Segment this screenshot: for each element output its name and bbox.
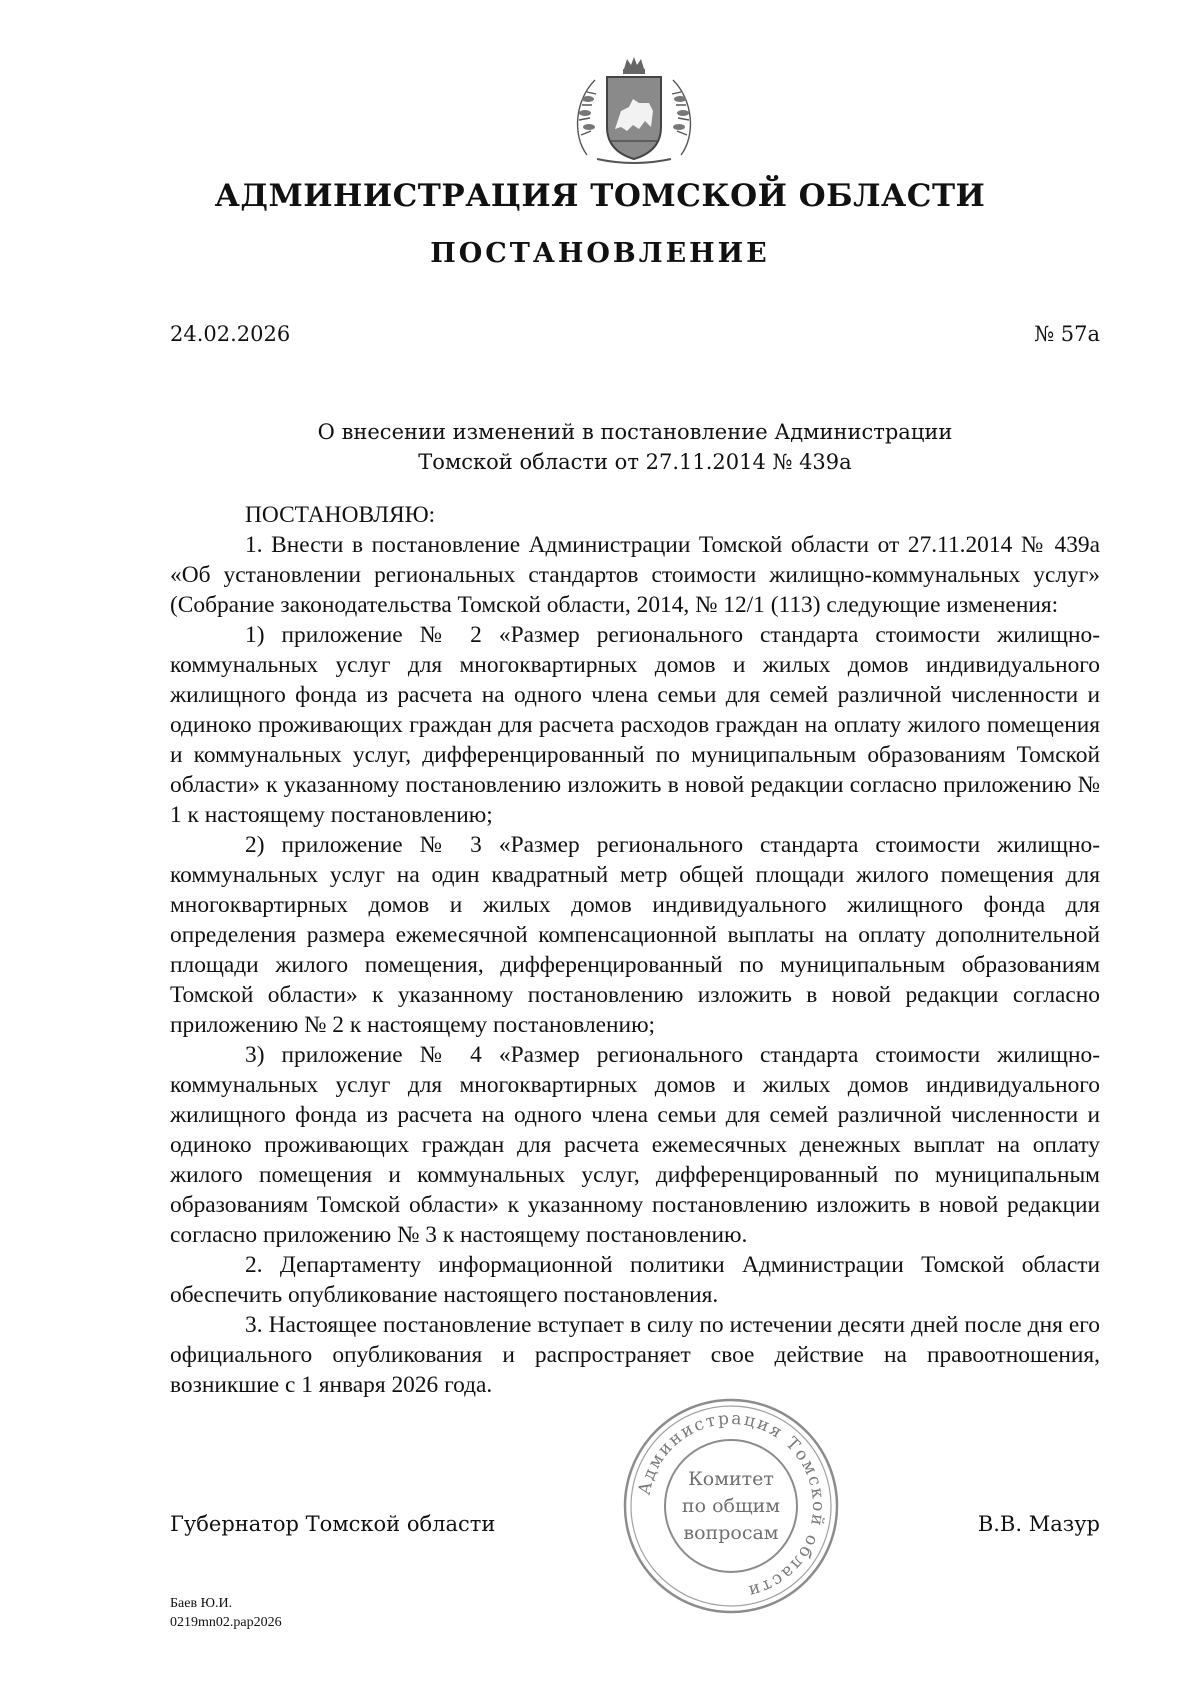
signer-name: В.В. Мазур	[977, 1512, 1100, 1536]
coat-of-arms-icon	[567, 55, 701, 167]
footer-notes	[170, 1594, 282, 1632]
paragraph-1-3: 3) приложение № 4 «Размер регионального стандарта стоимости жилищно-коммунальных услуг для многоквартирных домов и жилых домов индивидуального жилищного фонда из расчета на одного члена семьи для семей различной численности и одиноко проживающих граждан для расчета ежемесячных денежных выплат на оплату жилого помещения и коммунальных услуг, дифференцированный по муниципальным образованиям Томской области» к указанному постановлению изложить в новой редакции согласно приложению № 3 к настоящему постановлению.	[170, 1042, 1100, 1248]
stamp-center-line: вопросам	[683, 1522, 779, 1544]
document-date: 24.02.2026	[170, 322, 291, 346]
resolve-heading: ПОСТАНОВЛЯЮ:	[245, 502, 436, 528]
document-number: № 57а	[1034, 322, 1100, 346]
stamp-center-line: по общим	[681, 1495, 781, 1517]
organization-title: АДМИНИСТРАЦИЯ ТОМСКОЙ ОБЛАСТИ	[214, 178, 986, 214]
stamp-ring-text: Администрация Томской области	[634, 1408, 829, 1602]
document-subject	[170, 417, 1100, 477]
official-stamp	[620, 1395, 842, 1617]
file-code: 0219mn02.pap2026	[170, 1615, 282, 1630]
paragraph-1-1: 1) приложение № 2 «Размер регионального стандарта стоимости жилищно-коммунальных услуг для многоквартирных домов и жилых домов индивидуального жилищного фонда из расчета на одного члена семьи для семей различной численности и одиноко проживающих граждан для расчета расходов граждан на оплату жилого помещения и коммунальных услуг, дифференцированный по муниципальным образованиям Томской области» к указанному постановлению изложить в новой редакции согласно приложению № 1 к настоящему постановлению;	[170, 622, 1100, 828]
signer-title: Губернатор Томской области	[170, 1512, 496, 1536]
paragraph-1-2: 2) приложение № 3 «Размер регионального стандарта стоимости жилищно-коммунальных услуг на один квадратный метр общей площади жилого помещения для многоквартирных домов и жилых домов индивидуального жилищного фонда для определения размера ежемесячной компенсационной выплаты на оплату дополнительной площади жилого помещения, дифференцированный по муниципальным образованиям Томской области» к указанному постановлению изложить в новой редакции согласно приложению № 2 к настоящему постановлению;	[170, 832, 1100, 1038]
paragraph-3: 3. Настоящее постановление вступает в силу по истечении десяти дней после дня его официального опубликования и распространяет свое действие на правоотношения, возникшие с 1 января 2026 года.	[170, 1312, 1100, 1398]
paragraph-1: 1. Внести в постановление Администрации Томской области от 27.11.2014 № 439а «Об установлении региональных стандартов стоимости жилищно-коммунальных услуг» (Собрание законодательства Томской области, 2014, № 12/1 (113) следующие изменения:	[170, 532, 1100, 618]
executor-name: Баев Ю.И.	[170, 1596, 233, 1611]
stamp-center-line: Комитет	[688, 1468, 774, 1490]
subject-line: Томской области от 27.11.2014 № 439а	[418, 450, 852, 474]
subject-line: О внесении изменений в постановление Администрации	[317, 420, 953, 444]
document-type: ПОСТАНОВЛЕНИЕ	[430, 238, 770, 269]
paragraph-2: 2. Департаменту информационной политики Администрации Томской области обеспечить опубликование настоящего постановления.	[170, 1252, 1100, 1308]
document-body	[170, 500, 1100, 1400]
